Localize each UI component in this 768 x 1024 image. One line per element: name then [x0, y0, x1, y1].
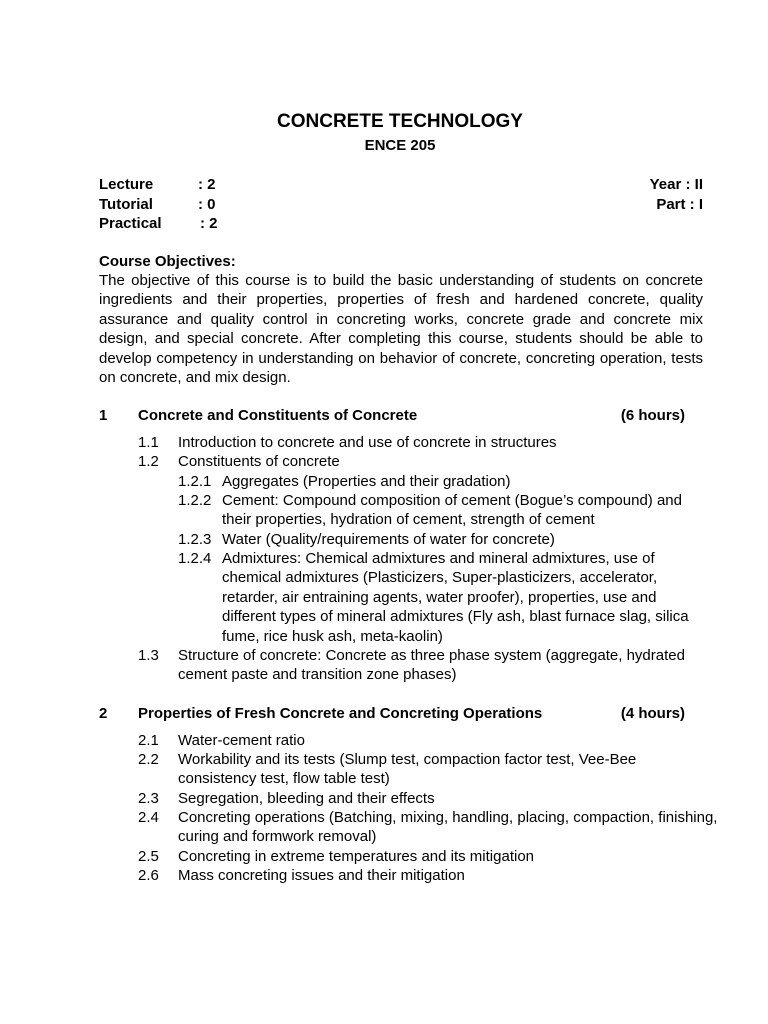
item-text: Concreting operations (Batching, mixing, handling, placing, compaction, finishing, curing and formwork removal) [178, 809, 718, 846]
meta-row-lecture [99, 175, 703, 195]
course-code: ENCE 205 [364, 137, 436, 154]
item-text: Introduction to concrete and use of concrete in structures [178, 434, 557, 451]
item-number: 1.1 [138, 434, 159, 451]
item-text: Structure of concrete: Concrete as three phase system (aggregate, hydrated cement paste and transition zone phases) [178, 647, 685, 684]
item-number: 2.6 [138, 867, 159, 884]
item-number: 1.2.3 [178, 531, 212, 548]
practical-label: Practical [99, 215, 162, 232]
item-number: 2.3 [138, 790, 159, 807]
item-number: 2.5 [138, 848, 159, 865]
course-title: CONCRETE TECHNOLOGY [277, 111, 523, 132]
year-value: Year : II [649, 176, 703, 193]
item-number: 1.2 [138, 453, 159, 470]
tutorial-value: : 0 [198, 196, 216, 213]
item-text: Water-cement ratio [178, 732, 305, 749]
tutorial-label: Tutorial [99, 196, 153, 213]
meta-row-practical [99, 214, 703, 234]
item-text: Mass concreting issues and their mitigation [178, 867, 465, 884]
item-text: Workability and its tests (Slump test, compaction factor test, Vee-Bee consistency test, flow table test) [178, 751, 637, 788]
item-number: 1.3 [138, 647, 159, 664]
item-text: Water (Quality/requirements of water for concrete) [222, 531, 555, 548]
objectives-text: The objective of this course is to build the basic understanding of students on concrete ingredients and their properties, properties of fresh and hardened concrete, quality assurance and quality control in concreting works, concrete grade and concrete mix design, and special concrete. After completing this course, students should be able to develop competency in understanding on behavior of concrete, concreting operation, tests on concrete, and mix design. [99, 272, 703, 387]
section-hours: (6 hours) [620, 407, 685, 424]
item-number: 2.2 [138, 751, 159, 768]
practical-value: : 2 [200, 215, 218, 232]
item-text: Concreting in extreme temperatures and its mitigation [178, 848, 535, 865]
item-text: Cement: Compound composition of cement (Bogue’s compound) and their properties, hydration of cement, strength of cement [222, 492, 682, 529]
section-title: Concrete and Constituents of Concrete [138, 407, 418, 424]
item-number: 1.2.4 [178, 550, 212, 567]
item-text: Segregation, bleeding and their effects [178, 790, 435, 807]
item-number: 1.2.1 [178, 473, 212, 490]
item-number: 1.2.2 [178, 492, 212, 509]
item-text: Constituents of concrete [178, 453, 340, 470]
section-number: 1 [99, 407, 108, 424]
section-hours: (4 hours) [620, 705, 685, 722]
item-text: Aggregates (Properties and their gradation) [222, 473, 511, 490]
meta-row-tutorial [99, 195, 703, 215]
part-value: Part : I [656, 196, 703, 213]
item-number: 2.1 [138, 732, 159, 749]
section-title: Properties of Fresh Concrete and Concreting Operations [138, 705, 543, 722]
item-number: 2.4 [138, 809, 159, 826]
objectives-heading: Course Objectives: [99, 253, 236, 270]
section-number: 2 [99, 705, 108, 722]
lecture-value: : 2 [198, 176, 216, 193]
item-text: Admixtures: Chemical admixtures and mineral admixtures, use of chemical admixtures (Plasticizers, Super-plasticizers, accelerator, retarder, air entraining agents, water proofer), properties, use and different types of mineral admixtures (Fly ash, blast furnace slag, silica fume, rice husk ash, meta-kaolin) [222, 550, 689, 645]
lecture-label: Lecture [99, 176, 154, 193]
